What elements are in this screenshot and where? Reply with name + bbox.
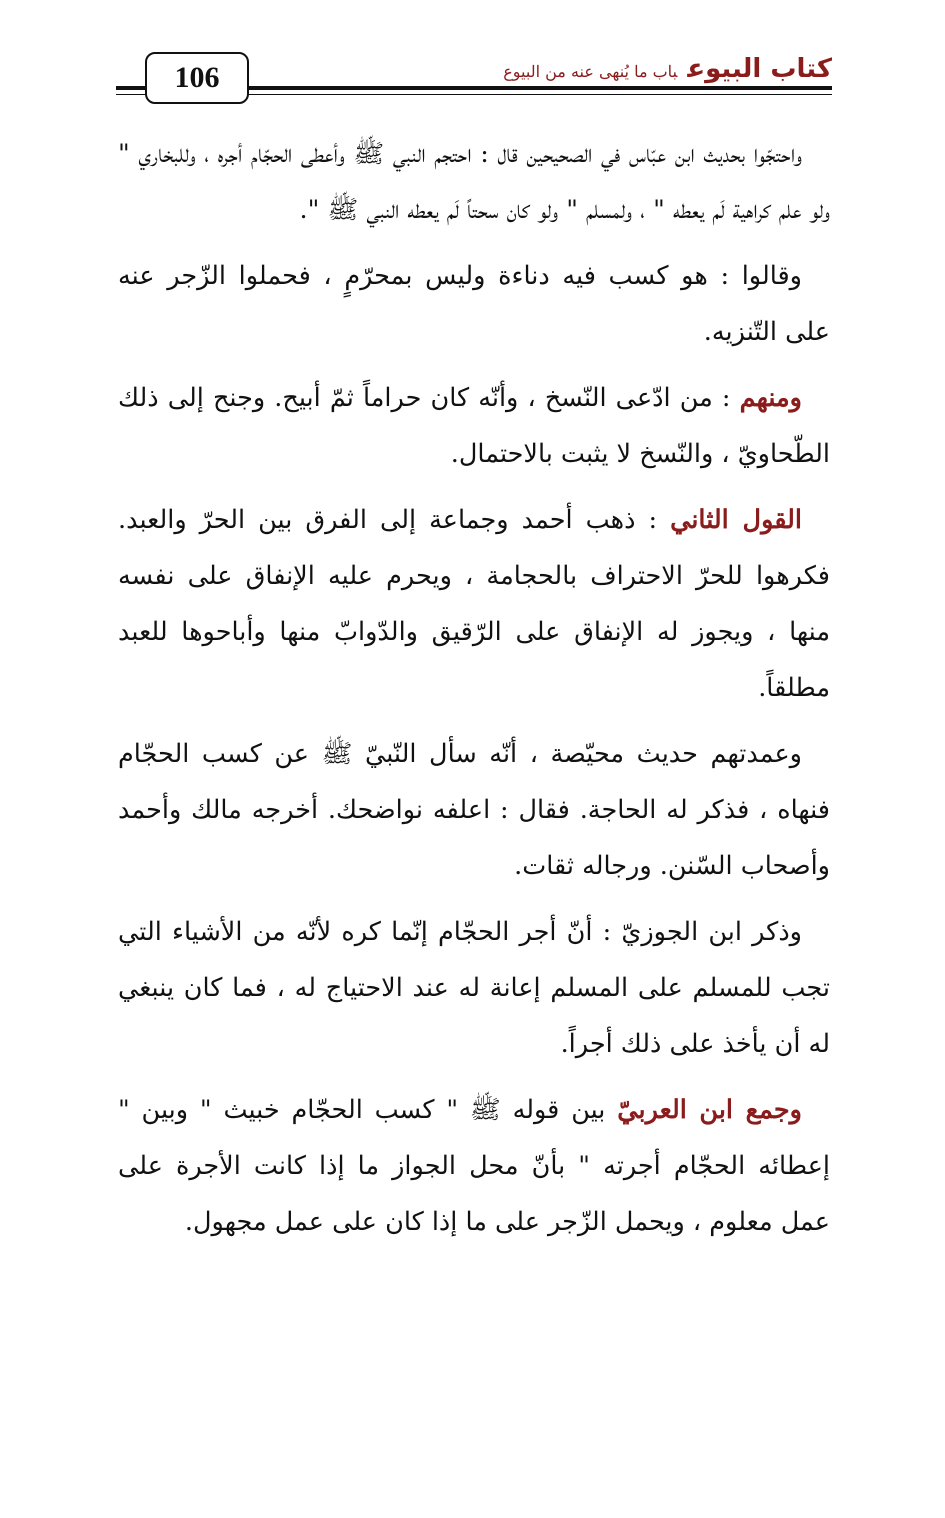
page-header — [116, 52, 832, 104]
paragraph-text: وقالوا : هو كسب فيه دناءة وليس بمحرّمٍ ، فحملوا الزّجر عنه على التّنزيه. — [118, 261, 830, 347]
paragraph-lead: ومنهم — [739, 383, 802, 413]
paragraph-6 — [118, 904, 830, 1072]
paragraph-lead: وجمع ابن العربيّ — [617, 1095, 802, 1125]
paragraph-text: وذكر ابن الجوزيّ : أنّ أجر الحجّام إنّما كره لأنّه من الأشياء التي تجب للمسلم على المسلم إعانة له عند الاحتياج له ، فما كان ينبغي له أن يأخذ على ذلك أجراً. — [118, 917, 830, 1059]
paragraph-text: : من ادّعى النّسخ ، وأنّه كان حراماً ثمّ أبيح. وجنح إلى ذلك الطّحاويّ ، والنّسخ لا يثبت بالاحتمال. — [118, 383, 830, 469]
paragraph-1 — [118, 126, 830, 238]
page-number: 106 — [145, 52, 249, 104]
book-title: كتاب البيوع — [687, 54, 832, 84]
paragraph-text: وعمدتهم حديث محيّصة ، أنّه سأل النّبيّ ﷺ عن كسب الحجّام فنهاه ، فذكر له الحاجة. فقال : اعلفه نواضحك. أخرجه مالك وأحمد وأصحاب السّنن. ورجاله ثقات. — [118, 739, 830, 881]
paragraph-7 — [118, 1082, 830, 1250]
paragraph-text: واحتجّوا بحديث ابن عبّاس في الصحيحين قال : احتجم النبي ﷺ وأعطى الحجّام أجره ، وللبخاري " ولو علم كراهية لَم يعطه " ، ولمسلم " ولو كان سحتاً لَم يعطه النبي ﷺ ". — [118, 139, 830, 225]
body-text — [118, 126, 830, 1260]
paragraph-3 — [118, 370, 830, 482]
paragraph-text: بين قوله ﷺ " كسب الحجّام خبيث " وبين " إعطائه الحجّام أجرته " بأنّ محل الجواز ما إذا كانت الأجرة على عمل معلوم ، ويحمل الزّجر على ما إذا كان على عمل مجهول. — [118, 1095, 830, 1237]
running-head — [503, 54, 832, 84]
paragraph-2 — [118, 248, 830, 360]
paragraph-lead: القول الثاني — [670, 505, 802, 535]
paragraph-4 — [118, 492, 830, 716]
paragraph-text: : ذهب أحمد وجماعة إلى الفرق بين الحرّ والعبد. فكرهوا للحرّ الاحتراف بالحجامة ، ويحرم عليه الإنفاق على نفسه منها ، ويجوز له الإنفاق على الرّقيق والدّوابّ منها وأباحوها للعبد مطلقاً. — [118, 505, 830, 703]
paragraph-5 — [118, 726, 830, 894]
chapter-title: باب ما يُنهى عنه من البيوع — [503, 62, 678, 81]
